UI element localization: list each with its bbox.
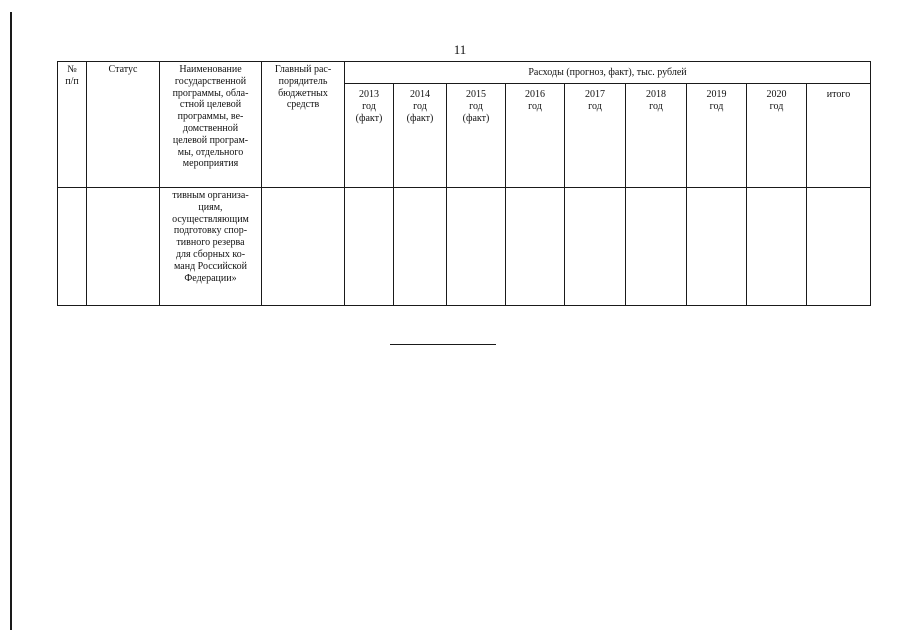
cell-value-2014 [394, 188, 447, 306]
cell-value-2013 [345, 188, 394, 306]
header-budget-manager: Главный рас- порядитель бюджетных средств [262, 62, 345, 188]
header-year-2019: 2019 год [687, 84, 747, 188]
header-year-2020: 2020 год [747, 84, 807, 188]
cell-num [58, 188, 87, 306]
header-year-2016: 2016 год [506, 84, 565, 188]
cell-value-2019 [687, 188, 747, 306]
table-row [58, 188, 871, 306]
header-program-name: Наименование государственной программы, обла- стной целевой программы, ве- домственной целевой програм- мы, отдельного мероприятия [160, 62, 262, 188]
cell-value-total [807, 188, 871, 306]
page-margin-rule [10, 12, 12, 630]
expenses-table [57, 61, 871, 306]
header-year-2018: 2018 год [626, 84, 687, 188]
cell-value-2015 [447, 188, 506, 306]
cell-value-2017 [565, 188, 626, 306]
header-status: Статус [87, 62, 160, 188]
cell-value-2020 [747, 188, 807, 306]
cell-status [87, 188, 160, 306]
header-year-2013: 2013 год (факт) [345, 84, 394, 188]
header-total: итого [807, 84, 871, 188]
header-year-2017: 2017 год [565, 84, 626, 188]
cell-program-name: тивным организа- циям, осуществляющим подготовку спор- тивного резерва для сборных ко- манд Российской Федерации» [160, 188, 262, 306]
cell-value-2018 [626, 188, 687, 306]
header-year-2014: 2014 год (факт) [394, 84, 447, 188]
cell-budget-manager [262, 188, 345, 306]
header-expenses-group: Расходы (прогноз, факт), тыс. рублей [345, 62, 871, 84]
closing-line [390, 344, 496, 345]
cell-value-2016 [506, 188, 565, 306]
page-number: 11 [453, 42, 467, 57]
header-num: № п/п [58, 62, 87, 188]
header-year-2015: 2015 год (факт) [447, 84, 506, 188]
